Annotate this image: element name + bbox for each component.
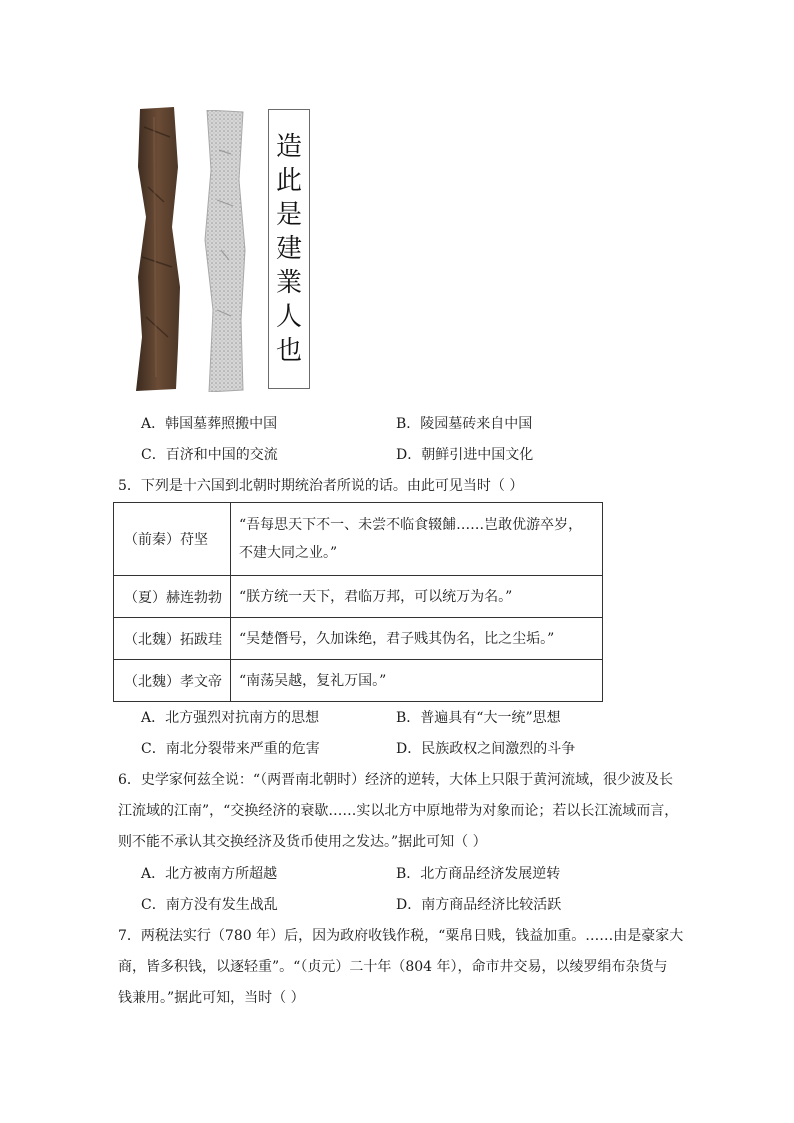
table-row bbox=[114, 618, 603, 660]
quote-cell: “南荡吴越，复礼万国。” bbox=[231, 660, 603, 702]
brick-photo-image bbox=[134, 107, 182, 391]
q6-stem-line: 江流域的江南”，“交换经济的衰歇……实以北方中原地带为对象而论；若以长江流域而言， bbox=[118, 803, 679, 819]
table-row bbox=[114, 576, 603, 618]
q5-option-c[interactable]: C．南北分裂带来严重的危害 bbox=[141, 741, 320, 757]
q4-option-a[interactable]: A．韩国墓葬照搬中国 bbox=[141, 416, 278, 432]
q6-stem-line: 6．史学家何兹全说：“（两晋南北朝时）经济的逆转，大体上只限于黄河流域，很少波及长 bbox=[118, 772, 674, 788]
ruler-cell: （北魏）拓跋珪 bbox=[114, 618, 231, 660]
table-row bbox=[114, 503, 603, 576]
ruler-cell: （前秦）苻坚 bbox=[114, 503, 231, 576]
q6-option-a[interactable]: A．北方被南方所超越 bbox=[141, 866, 278, 882]
inscription-char: 業 bbox=[275, 268, 302, 298]
q4-option-c[interactable]: C．百济和中国的交流 bbox=[141, 447, 278, 463]
inscription-char: 建 bbox=[275, 234, 302, 264]
ruler-cell: （北魏）孝文帝 bbox=[114, 660, 231, 702]
inscription-char: 人 bbox=[275, 302, 302, 332]
q7-stem-line: 7．两税法实行（780 年）后，因为政府收钱作税，“粟帛日贱，钱益加重。……由是豪家大 bbox=[118, 928, 684, 944]
inscription-char: 造 bbox=[275, 132, 302, 162]
q6-option-c[interactable]: C．南方没有发生战乱 bbox=[141, 897, 278, 913]
inscription-box bbox=[268, 109, 310, 389]
inscription-char: 也 bbox=[275, 336, 302, 366]
q4-option-b[interactable]: B．陵园墓砖来自中国 bbox=[396, 416, 533, 432]
quote-cell: “吴楚僭号，久加诛绝，君子贱其伪名，比之尘垢。” bbox=[231, 618, 603, 660]
q6-option-d[interactable]: D．南方商品经济比较活跃 bbox=[396, 897, 562, 913]
q5-option-b[interactable]: B．普遍具有“大一统”思想 bbox=[396, 710, 561, 726]
q7-stem-line: 钱兼用。”据此可知，当时（ ） bbox=[118, 990, 305, 1006]
q5-option-a[interactable]: A．北方强烈对抗南方的思想 bbox=[141, 710, 320, 726]
q7-stem-line: 商，皆多积钱，以逐轻重”。“（贞元）二十年（804 年），命市井交易，以绫罗绢布杂货与 bbox=[118, 959, 668, 975]
q6-option-b[interactable]: B．北方商品经济发展逆转 bbox=[396, 866, 561, 882]
q5-option-d[interactable]: D．民族政权之间激烈的斗争 bbox=[396, 741, 576, 757]
q6-stem-line: 则不能不承认其交换经济及货币使用之发达。”据此可知（ ） bbox=[118, 834, 487, 850]
brick-rubbing-image bbox=[203, 110, 247, 392]
q5-stem: 5．下列是十六国到北朝时期统治者所说的话。由此可见当时（ ） bbox=[118, 478, 524, 494]
q5-ruler-quote-table bbox=[113, 502, 603, 702]
quote-cell: “朕方统一天下，君临万邦，可以统万为名。” bbox=[231, 576, 603, 618]
inscription-char: 是 bbox=[275, 200, 302, 230]
q4-option-d[interactable]: D．朝鲜引进中国文化 bbox=[396, 447, 534, 463]
inscription-char: 此 bbox=[275, 166, 302, 196]
table-row bbox=[114, 660, 603, 702]
quote-cell: “吾每思天下不一、未尝不临食辍餔……岂敢优游卒岁，不建大同之业。” bbox=[231, 503, 603, 576]
ruler-cell: （夏）赫连勃勃 bbox=[114, 576, 231, 618]
